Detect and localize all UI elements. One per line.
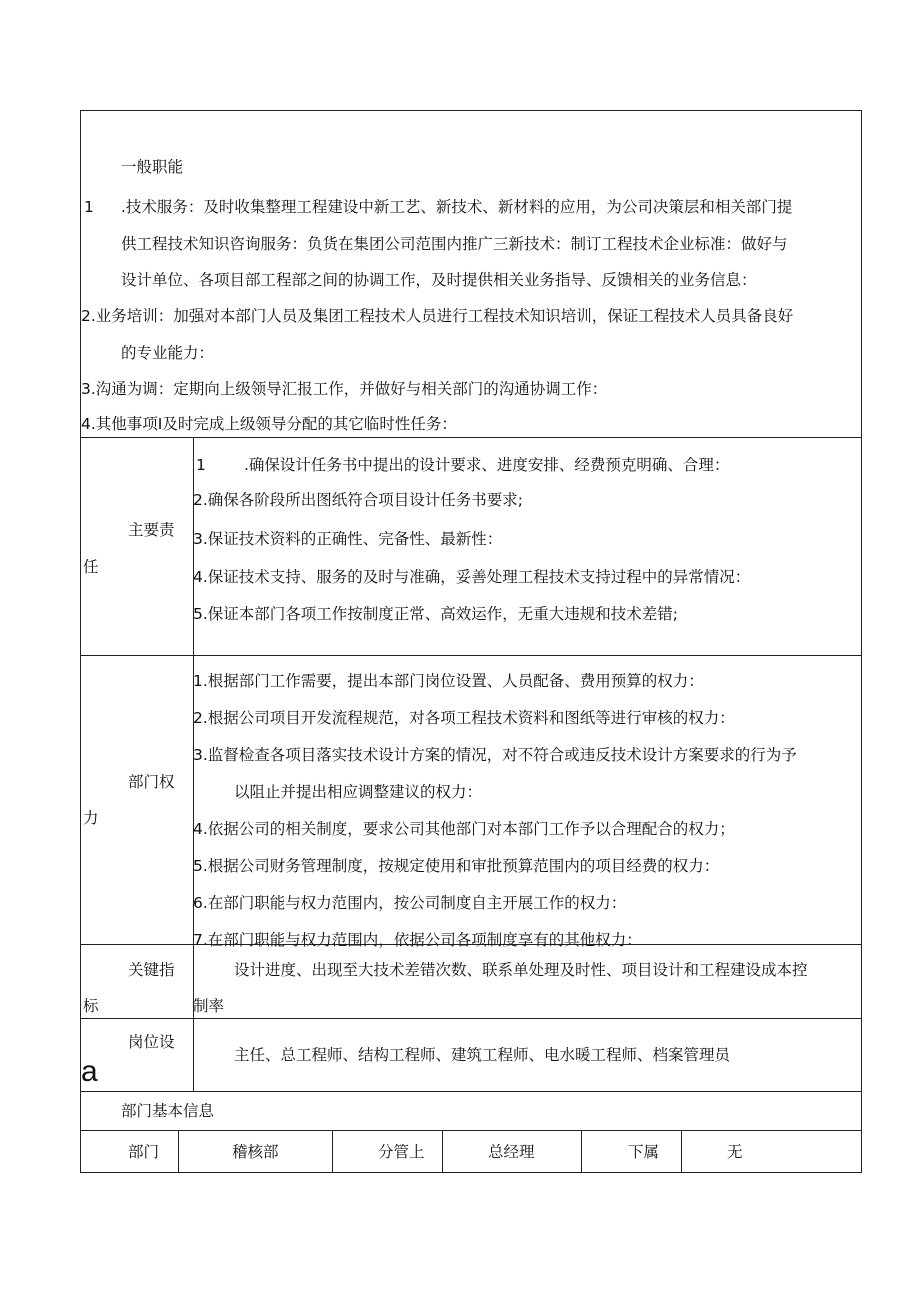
basic-info-title: 部门基本信息 [121,1102,215,1120]
kpi-text-line-1: 设计进度、出现至大技术差错次数、联系单处理及时性、项目设计和工程建设成本控 [234,961,808,979]
authority-2: 2.根据公司项目开发流程规范，对各项工程技术资料和图纸等进行审核的权力： [193,709,735,727]
supervisor-label: 分管上 [378,1143,425,1161]
duty-3: 3.沟通为调：定期向上级领导汇报工作，并做好与相关部门的沟通协调工作： [81,380,608,398]
column-divider [332,1130,333,1173]
duty-1-number: 1 [84,198,94,216]
positions-label-cont: a [81,1055,98,1088]
duty-1-line-2: 供工程技术知识咨询服务：负货在集团公司范围内推广三新技术：制订工程技术企业标准：做好与 [121,235,788,253]
duty-2-line-1: 2.业务培训：加强对本部门人员及集团工程技术人员进行工程技术知识培训，保证工程技术人员具备良好 [81,307,794,325]
department-value: 稽核部 [232,1143,279,1161]
responsibility-1-number: 1 [196,456,206,474]
column-divider [442,1130,443,1173]
supervisor-value: 总经理 [488,1143,535,1161]
subordinate-value: 无 [727,1143,743,1161]
duty-1-line-3: 设计单位、各项目部工程部之间的协调工作，及时提供相关业务指导、反馈相关的业务信息： [121,271,757,289]
duty-2-line-2: 的专业能力： [121,344,215,362]
responsibility-5: 5.保证本部门各项工作按制度正常、高效运作，无重大违规和技术差错; [193,605,679,623]
authority-6: 6.在部门职能与权力范围内，按公司制度自主开展工作的权力： [193,894,627,912]
responsibility-4: 4.保证技术支持、服务的及时与准确，妥善处理工程技术支持过程中的异常情况： [193,568,751,586]
responsibility-2: 2.确保各阶段所出图纸符合项目设计任务书要求; [193,491,524,509]
department-label: 部门 [128,1143,160,1161]
authority-label: 部门权 [128,773,175,791]
kpi-label: 关键指 [128,961,175,979]
authority-1: 1.根据部门工作需要，提出本部门岗位设置、人员配备、费用预算的权力： [193,672,704,690]
positions-text: 主任、总工程师、结构工程师、建筑工程师、电水暖工程师、档案管理员 [234,1046,731,1064]
responsibility-label-cont: 任 [83,558,99,576]
row-divider [80,1091,862,1092]
authority-5: 5.根据公司财务管理制度，按规定使用和审批预算范围内的项目经费的权力： [193,857,720,875]
positions-label: 岗位设 [128,1033,175,1051]
duty-4: 4.其他事项I及时完成上级领导分配的其它临时性任务： [81,415,457,433]
column-divider [178,1130,179,1173]
general-duties-title: 一般职能 [121,158,184,176]
authority-7: 7.在部门职能与权力范围内，依据公司各项制度享有的其他权力： [193,931,642,949]
authority-3-line-2: 以阻止并提出相应调整建议的权力： [234,783,483,801]
row-divider [80,1130,862,1131]
responsibility-3: 3.保证技术资料的正确性、完备性、最新性： [193,530,503,548]
authority-label-cont: 力 [83,809,99,827]
kpi-text-line-2: 制率 [193,997,225,1015]
column-divider [581,1130,582,1173]
authority-3-line-1: 3.监督检查各项目落实技术设计方案的情况，对不符合或违反技术设计方案要求的行为予 [193,746,797,764]
duty-1-line-1: .技术服务：及时收集整理工程建设中新工艺、新技术、新材料的应用，为公司决策层和相关部门提 [121,198,793,216]
row-divider [80,437,862,438]
subordinate-label: 下属 [628,1143,660,1161]
responsibility-1: .确保设计任务书中提出的设计要求、进度安排、经费预克明确、合理： [244,456,730,474]
column-divider [681,1130,682,1173]
responsibility-label: 主要责 [128,521,175,539]
row-divider [80,655,862,656]
kpi-label-cont: 标 [83,997,99,1015]
row-divider [80,1018,862,1019]
authority-4: 4.依据公司的相关制度，要求公司其他部门对本部门工作予以合理配合的权力； [193,820,735,838]
